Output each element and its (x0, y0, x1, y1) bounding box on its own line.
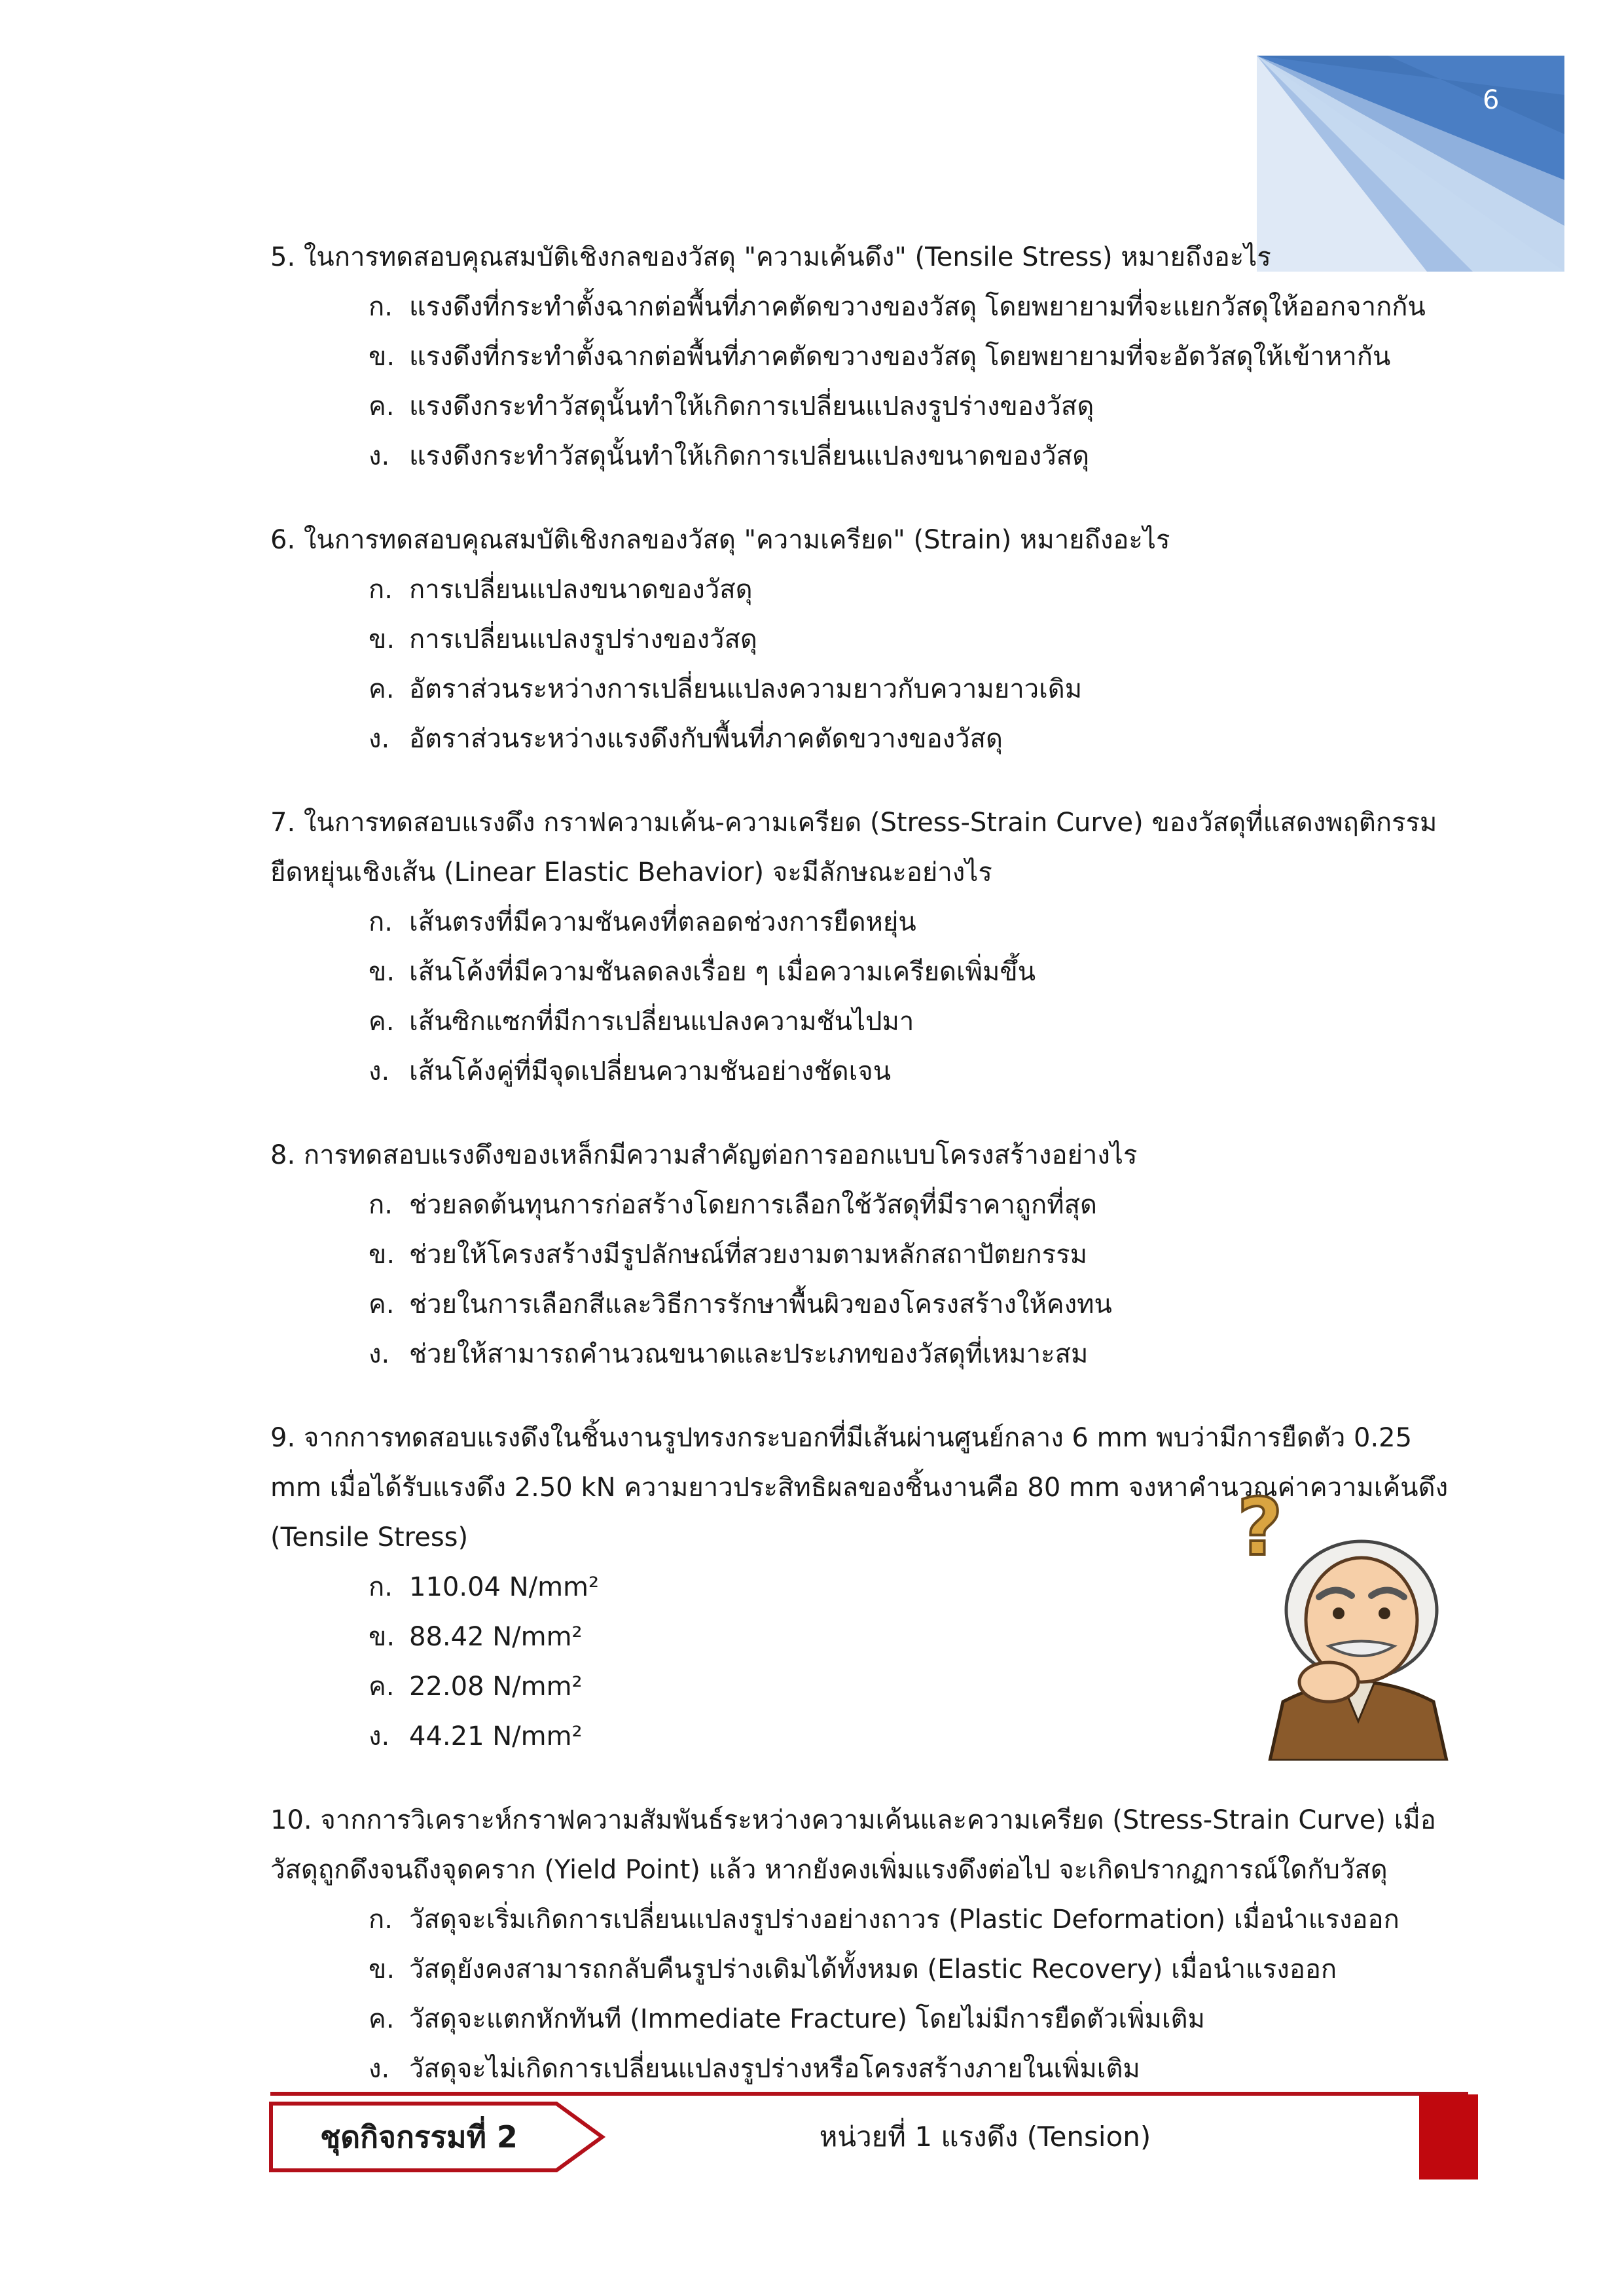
choice-text: แรงดึงที่กระทำตั้งฉากต่อพื้นที่ภาคตัดขวางของวัสดุ โดยพยายามที่จะแยกวัสดุให้ออกจากกัน (409, 292, 1426, 322)
choice-letter: ข. (369, 1954, 395, 1984)
choice-letter: ข. (369, 957, 395, 987)
choice-letter: ก. (369, 1572, 393, 1602)
choice-text: 88.42 N/mm² (409, 1622, 583, 1652)
choice-d (270, 431, 1468, 481)
choice-c (270, 997, 1468, 1047)
footer-divider (270, 2092, 1468, 2096)
choice-b (270, 615, 1468, 664)
choice-text: แรงดึงที่กระทำตั้งฉากต่อพื้นที่ภาคตัดขวางของวัสดุ โดยพยายามที่จะอัดวัสดุให้เข้าหากัน (409, 342, 1391, 372)
choice-letter: ข. (369, 342, 395, 372)
choice-c (270, 1280, 1468, 1329)
question-text: 5. ในการทดสอบคุณสมบัติเชิงกลของวัสดุ "ความเค้นดึง" (Tensile Stress) หมายถึงอะไร (270, 242, 1271, 272)
choice-a (270, 897, 1468, 947)
choice-d (270, 2044, 1468, 2094)
choice-letter: ง. (369, 1056, 390, 1086)
choice-letter: ก. (369, 575, 393, 605)
choice-letter: ข. (369, 1622, 395, 1652)
choice-b (270, 332, 1468, 382)
choice-text: 110.04 N/mm² (409, 1572, 600, 1602)
footer-red-block (1419, 2094, 1478, 2179)
choice-b (270, 1230, 1468, 1280)
question-list (270, 232, 1468, 2128)
choice-text: 44.21 N/mm² (409, 1721, 583, 1751)
choice-text: ช่วยลดต้นทุนการก่อสร้างโดยการเลือกใช้วัสดุที่มีราคาถูกที่สุด (409, 1190, 1097, 1220)
choice-d (270, 1047, 1468, 1096)
choice-text: อัตราส่วนระหว่างแรงดึงกับพื้นที่ภาคตัดขวางของวัสดุ (409, 724, 1003, 754)
choice-letter: ง. (369, 441, 390, 471)
choice-letter: ค. (369, 674, 395, 704)
choice-text: เส้นซิกแซกที่มีการเปลี่ยนแปลงความชันไปมา (409, 1007, 914, 1037)
choice-text: เส้นโค้งที่มีความชันลดลงเรื่อย ๆ เมื่อความเครียดเพิ่มขึ้น (409, 957, 1036, 987)
question-5 (270, 232, 1468, 481)
choice-text: วัสดุยังคงสามารถกลับคืนรูปร่างเดิมได้ทั้งหมด (Elastic Recovery) เมื่อนำแรงออก (409, 1954, 1337, 1984)
choice-text: 22.08 N/mm² (409, 1672, 583, 1702)
question-text: 6. ในการทดสอบคุณสมบัติเชิงกลของวัสดุ "ความเครียด" (Strain) หมายถึงอะไร (270, 525, 1170, 555)
question-text: 8. การทดสอบแรงดึงของเหล็กมีความสำคัญต่อการออกแบบโครงสร้างอย่างไร (270, 1140, 1138, 1170)
choice-d (270, 1329, 1468, 1379)
choice-letter: ง. (369, 724, 390, 754)
choice-b (270, 947, 1468, 997)
page-number: 6 (1483, 85, 1500, 115)
choice-a (270, 282, 1468, 332)
choice-c (270, 382, 1468, 431)
choice-text: แรงดึงกระทำวัสดุนั้นทำให้เกิดการเปลี่ยนแปลงขนาดของวัสดุ (409, 441, 1090, 471)
choice-text: เส้นตรงที่มีความชันคงที่ตลอดช่วงการยืดหยุ่น (409, 907, 916, 937)
choice-a (270, 1180, 1468, 1230)
choice-letter: ค. (369, 1672, 395, 1702)
choice-text: เส้นโค้งคู่ที่มีจุดเปลี่ยนความชันอย่างชัดเจน (409, 1056, 892, 1086)
choice-b (270, 1945, 1468, 1994)
question-8 (270, 1130, 1468, 1379)
choice-letter: ง. (369, 1339, 390, 1369)
choice-letter: ค. (369, 1007, 395, 1037)
choice-text: อัตราส่วนระหว่างการเปลี่ยนแปลงความยาวกับความยาวเดิม (409, 674, 1083, 704)
choice-text: วัสดุจะไม่เกิดการเปลี่ยนแปลงรูปร่างหรือโครงสร้างภายในเพิ่มเติม (409, 2054, 1140, 2084)
choice-text: ช่วยให้โครงสร้างมีรูปลักษณ์ที่สวยงามตามหลักสถาปัตยกรรม (409, 1240, 1087, 1270)
choice-text: การเปลี่ยนแปลงขนาดของวัสดุ (409, 575, 753, 605)
choice-d (270, 714, 1468, 764)
choice-letter: ง. (369, 1721, 390, 1751)
choice-text: แรงดึงกระทำวัสดุนั้นทำให้เกิดการเปลี่ยนแปลงรูปร่างของวัสดุ (409, 391, 1094, 422)
choice-text: ช่วยให้สามารถคำนวณขนาดและประเภทของวัสดุที่เหมาะสม (409, 1339, 1089, 1369)
question-text: 7. ในการทดสอบแรงดึง กราฟความเค้น-ความเครียด (Stress-Strain Curve) ของวัสดุที่แสดงพฤติกรรมยืดหยุ่นเชิงเส้น (Linear Elastic Behavior) จะมีลักษณะอย่างไร (270, 808, 1437, 888)
svg-text:?: ? (1237, 1486, 1283, 1573)
choice-letter: ค. (369, 1289, 395, 1319)
choice-text: วัสดุจะเริ่มเกิดการเปลี่ยนแปลงรูปร่างอย่างถาวร (Plastic Deformation) เมื่อนำแรงออก (409, 1905, 1399, 1935)
choice-letter: ค. (369, 391, 395, 422)
choice-c (270, 664, 1468, 714)
question-text: 10. จากการวิเคราะห์กราฟความสัมพันธ์ระหว่างความเค้นและความเครียด (Stress-Strain Curve) เมื่อวัสดุถูกดึงจนถึงจุดคราก (Yield Point) แล้ว หากยังคงเพิ่มแรงดึงต่อไป จะเกิดปรากฏการณ์ใดกับวัสดุ (270, 1805, 1436, 1885)
question-6 (270, 515, 1468, 764)
thinking-scientist-icon (1231, 1486, 1486, 1761)
choice-letter: ข. (369, 624, 395, 655)
choice-letter: ก. (369, 907, 393, 937)
choice-text: วัสดุจะแตกหักทันที (Immediate Fracture) โดยไม่มีการยืดตัวเพิ่มเติม (409, 2004, 1205, 2034)
choice-letter: ก. (369, 292, 393, 322)
choice-a (270, 1895, 1468, 1945)
choice-letter: ค. (369, 2004, 395, 2034)
choice-letter: ข. (369, 1240, 395, 1270)
question-text: 9. จากการทดสอบแรงดึงในชิ้นงานรูปทรงกระบอกที่มีเส้นผ่านศูนย์กลาง 6 mm พบว่ามีการยืดตัว 0.25 mm เมื่อได้รับแรงดึง 2.50 kN ความยาวประสิทธิผลของชิ้นงานคือ 80 mm จงหาคำนวณค่าความเค้นดึง (Tensile Stress) (270, 1423, 1449, 1552)
choice-letter: ก. (369, 1190, 393, 1220)
activity-label: ชุดกิจกรรมที่ 2 (320, 2119, 518, 2155)
unit-label: หน่วยที่ 1 แรงดึง (Tension) (819, 2121, 1151, 2153)
question-10 (270, 1795, 1468, 2094)
choice-a (270, 565, 1468, 615)
choice-text: การเปลี่ยนแปลงรูปร่างของวัสดุ (409, 624, 757, 655)
choice-letter: ง. (369, 2054, 390, 2084)
question-7 (270, 798, 1468, 1096)
choice-letter: ก. (369, 1905, 393, 1935)
choice-text: ช่วยในการเลือกสีและวิธีการรักษาพื้นผิวของโครงสร้างให้คงทน (409, 1289, 1112, 1319)
choice-c (270, 1994, 1468, 2044)
